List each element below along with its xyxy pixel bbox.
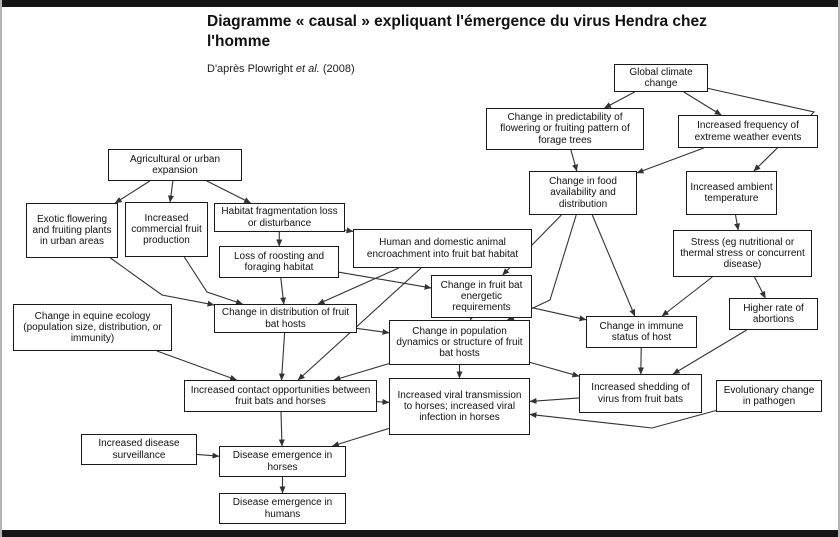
edge-loss-roosting-to-bat-distribution [281,278,284,304]
node-ambient-temp: Increased ambient temperature [686,171,777,215]
node-exotic-plants: Exotic flowering and fruiting plants in urban areas [26,203,118,258]
node-abortions: Higher rate of abortions [729,298,818,330]
attribution-prefix: D'après Plowright [207,63,296,75]
edge-evolution-to-transmission [530,411,716,429]
edge-agri-expansion-to-commercial-fruit [170,181,173,202]
edge-contact-to-transmission [377,402,389,403]
node-global-climate-change: Global climate change [614,64,708,92]
edge-shedding-to-transmission [530,398,579,402]
attribution-suffix: (2008) [319,63,355,75]
node-energetic: Change in fruit bat energetic requirements [431,275,532,318]
edge-global-climate-change-to-extreme-weather [684,92,721,115]
edge-transmission-to-emergence-horses [332,428,389,446]
node-extreme-weather: Increased frequency of extreme weather events [678,115,818,148]
bottom-border-bar [2,530,838,537]
node-emergence-humans: Disease emergence in humans [219,493,346,524]
edge-ambient-temp-to-stress [736,215,739,230]
node-shedding: Increased shedding of virus from fruit bats [579,374,702,413]
node-agri-expansion: Agricultural or urban expansion [108,149,242,181]
edge-contact-to-emergence-horses [281,412,282,446]
node-evolution: Evolutionary change in pathogen [716,380,822,412]
edge-bat-distribution-to-contact [282,333,285,380]
node-transmission: Increased viral transmission to horses; increased viral infection in horses [389,378,530,435]
edge-energetic-to-immune-status [532,308,586,320]
edge-agri-expansion-to-exotic-plants [115,181,150,203]
edge-exotic-plants-to-bat-distribution [110,258,214,305]
edge-stress-to-abortions [755,277,766,298]
edge-stress-to-immune-status [662,277,712,316]
attribution-etal: et al. [295,63,320,75]
diagram-title: Diagramme « causal » expliquant l'émergence du virus Hendra chez l'homme [207,13,707,51]
edge-predictability-to-food-availability [571,150,577,171]
edge-extreme-weather-to-food-availability [637,148,704,173]
node-commercial-fruit: Increased commercial fruit production [125,202,208,257]
node-equine-ecology: Change in equine ecology (population size, distribution, or immunity) [13,304,172,351]
edge-pop-dynamics-to-contact [334,364,389,380]
node-pop-dynamics: Change in population dynamics or structure of fruit bat hosts [389,320,530,365]
node-contact: Increased contact opportunities between fruit bats and horses [184,380,377,412]
node-immune-status: Change in immune status of host [586,316,697,348]
edge-habitat-frag-to-encroachment [345,230,353,232]
node-habitat-frag: Habitat fragmentation loss or disturbance [214,203,345,232]
node-stress: Stress (eg nutritional or thermal stress or concurrent disease) [673,230,812,277]
edge-surveillance-to-emergence-horses [197,454,219,456]
node-predictability: Change in predictability of flowering or fruiting pattern of forage trees [486,108,644,150]
edge-food-availability-to-immune-status [592,215,635,316]
edge-pop-dynamics-to-shedding [530,362,579,376]
node-food-availability: Change in food availability and distribution [529,171,637,215]
edge-agri-expansion-to-habitat-frag [207,181,251,203]
edge-bat-distribution-to-pop-dynamics [357,328,389,332]
node-encroachment: Human and domestic animal encroachment into fruit bat habitat [353,229,532,268]
node-loss-roosting: Loss of roosting and foraging habitat [219,246,339,278]
edge-global-climate-change-to-predictability [605,92,635,108]
node-emergence-horses: Disease emergence in horses [219,446,346,477]
attribution [207,63,355,75]
node-bat-distribution: Change in distribution of fruit bat hosts [214,304,357,333]
edge-loss-roosting-to-energetic [339,272,431,288]
top-border-bar [2,0,838,7]
edge-equine-ecology-to-contact [157,351,237,380]
node-surveillance: Increased disease surveillance [81,434,197,465]
